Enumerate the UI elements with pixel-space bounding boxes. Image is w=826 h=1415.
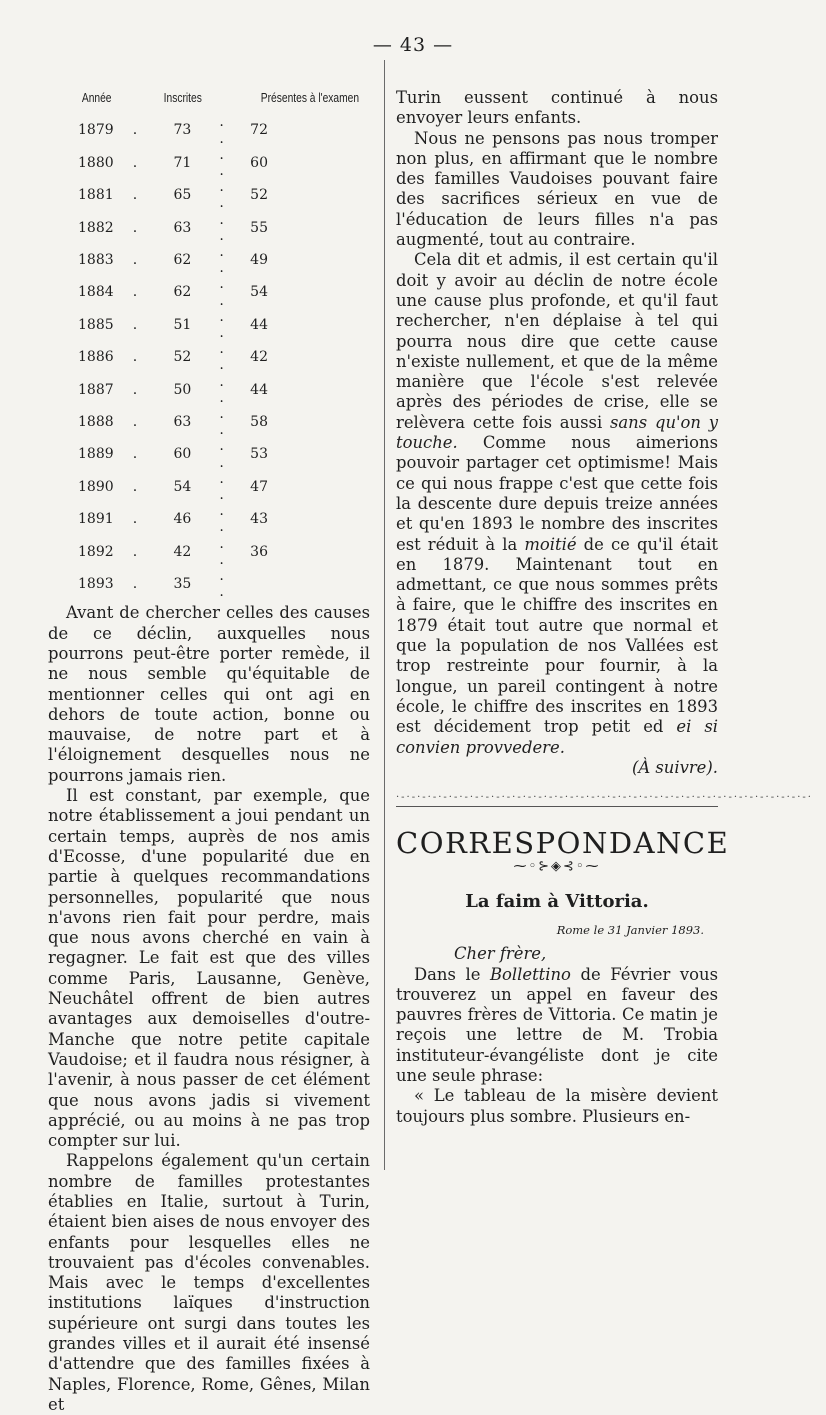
cell-leader: . . [219,276,240,309]
cell-present: 54 [250,284,268,301]
cell-leader: . [132,576,138,593]
cell-enrolled: 60 [173,446,192,463]
cell-enrolled: 46 [173,511,192,528]
cell-enrolled: 63 [173,414,192,431]
column-divider [384,60,385,1170]
cell-present: 49 [250,252,268,269]
cell-leader: . [132,316,138,333]
cell-leader: . [132,446,138,463]
cell-present: 52 [250,187,268,204]
p4-text-b: de Février vous trouverez un appel en faveur des pauvres frères de Vittoria. Ce matin je reçois une lettre de M. Trobia instituteur-évangéliste dont je cite une seule phrase: [396,964,718,1086]
cell-year: 1879 [78,122,114,139]
right-column [396,88,813,1127]
cell-year: 1880 [78,154,114,171]
table-row [48,406,370,438]
cell-year: 1892 [78,543,114,560]
cell-year: 1884 [78,284,114,301]
cell-leader: . . [219,146,240,179]
cell-year: 1885 [78,316,114,333]
cell-leader: . [132,381,138,398]
dotted-separator: ·-·-·-·-·-·-·-·-·-·-·-·-·-·-·-·-·-·-·-·-·-·-·-·-·-·-·-·-·-·-·-·-·-·-·-·-·-·-·-· [396,792,813,804]
p3-text-b: Comme nous aimerions pouvoir partager cet optimisme! Mais ce qui nous frappe c'est que cette fois la descente dure depuis treize années et qu'en 1893 le nombre des inscrites est réduit à la [396,433,718,554]
cell-present: 43 [250,511,268,528]
page-number: — 43 — [372,34,454,56]
p3-emphasis-1: sans qu'on y touche. [396,412,718,453]
cell-enrolled: 51 [173,316,192,333]
cell-present: 44 [250,381,268,398]
left-paragraph-2: Il est constant, par exemple, que notre établissement a joui pendant un certain temps, auprès de nos amis d'Ecosse, d'une popularité due en partie à quelques recommandations personnelles, popularité que nous n'avons rien fait pour perdre, mais que nous avons cherché en vain à regagner. Le fait est que des villes comme Paris, Lausanne, Genève, Neuchâtel offrent de bien autres avantages aux demoiselles d'outre-Manche que notre petite capitale Vaudoise; et il faudra nous résigner, à l'avenir, à nous passer de cet élément que nous avons jadis si vivement apprécié, ou au moins à ne pas trop compter sur lui. [48,786,370,1151]
article-title: La faim à Vittoria. [465,890,649,912]
cell-leader: . [132,349,138,366]
cell-year: 1886 [78,349,114,366]
cell-present: 47 [250,478,268,495]
table-row [48,179,370,211]
cell-leader: . . [219,243,240,277]
cell-present: 60 [250,154,268,171]
header-enrolled: Inscrites [163,91,202,105]
right-paragraph-4 [396,965,718,1087]
table-row [48,276,370,308]
cell-leader: . [132,511,138,528]
cell-leader: . [132,219,138,236]
table-row [48,244,370,276]
left-column [48,84,370,1415]
table-row [48,536,370,568]
cell-leader: . [132,414,138,431]
ornament-icon: ⁓◦⊱◈⊰◦⁓ [513,859,601,875]
section-title: CORRESPONDANCE [396,826,730,861]
p3-text-c: de ce qu'il était en 1879. Maintenant tout en admettant, ce que nous sommes prêts à faire, que le chiffre des inscrites en 1879 était tout autre que normal et que la population de nos Vallées est trop restreinte pour fournir, à la longue, un pareil contingent à notre école, le chiffre des inscrites en 1893 est décidement trop petit ed [396,534,719,737]
table-body [48,114,370,600]
right-paragraph-3 [396,250,718,757]
p4-emphasis: Bollettino [489,964,571,984]
header-present: Présentes à l'examen [260,91,360,105]
cell-present: 42 [250,349,268,366]
left-paragraph-3: Rappelons également qu'un certain nombre de familles protestantes établies en Italie, surtout à Turin, étaient bien aises de nous envoyer des enfants pour lesquelles elles ne trouvaient pas d'écoles convenables. Mais avec le temps d'excellentes institutions laïques d'instruction supérieure ont surgi dans toutes les grandes villes et il aurait été insensé d'attendre que des familles fixées à Naples, Florence, Rome, Gênes, Milan et [48,1151,370,1414]
cell-leader: . . [219,503,240,536]
table-row [48,309,370,341]
cell-leader: . . [219,341,240,374]
cell-leader: . . [219,567,240,601]
cell-leader: . [132,154,138,171]
table-row [48,212,370,244]
cell-leader: . . [219,179,240,212]
table-row [48,471,370,503]
cell-leader: . . [219,470,240,503]
right-paragraph-2: Nous ne pensons pas nous tromper non plus, en affirmant que le nombre des familles Vaudoises pouvant faire des sacrifices sérieux en vue de l'éducation de leurs filles n'a pas augmenté, tout au contraire. [396,128,718,250]
cell-enrolled: 71 [173,154,192,171]
cell-year: 1881 [78,187,114,204]
cell-present: 53 [250,446,268,463]
cell-leader: . [132,252,138,269]
table-row [48,438,370,470]
cell-leader: . [132,543,138,560]
cell-year: 1891 [78,511,114,528]
table-row [48,147,370,179]
cell-enrolled: 65 [173,187,192,204]
cell-year: 1883 [78,252,114,269]
cell-leader: . . [219,438,240,471]
p4-text-a: Dans le [414,964,481,984]
cell-enrolled: 50 [173,381,192,398]
cell-leader: . . [219,308,240,341]
table-row [48,341,370,373]
horizontal-rule [396,806,718,807]
table-header-row [48,84,370,114]
cell-leader: . [132,284,138,301]
cell-enrolled: 62 [173,284,192,301]
dateline: Rome le 31 Janvier 1893. [556,922,704,937]
table-row [48,374,370,406]
cell-present: 58 [250,414,268,431]
cell-leader: . [132,478,138,495]
cell-year: 1889 [78,446,114,463]
p3-emphasis-3: ei si convien provvedere. [396,717,719,757]
cell-present: 72 [250,122,268,139]
cell-leader: . [132,187,138,204]
cell-leader: . . [219,535,240,568]
cell-year: 1890 [78,478,114,495]
cell-present: 36 [250,543,268,560]
cell-enrolled: 54 [173,478,192,495]
cell-present: 55 [250,219,268,236]
header-year: Année [81,91,112,105]
cell-year: 1888 [78,414,114,431]
enrollment-table [48,84,370,600]
cell-enrolled: 52 [173,349,192,366]
cell-leader: . [132,122,138,139]
table-row [48,503,370,535]
cell-enrolled: 73 [173,122,192,139]
cell-year: 1887 [78,381,114,398]
cell-leader: . . [219,405,240,439]
cell-enrolled: 42 [173,543,192,560]
salutation: Cher frère, [454,944,547,964]
cell-year: 1882 [78,219,114,236]
cell-enrolled: 62 [173,252,192,269]
right-paragraph-1: Turin eussent continué à nous envoyer leurs enfants. [396,88,718,128]
cell-present: 44 [250,316,268,333]
cell-leader: . . [219,211,240,244]
table-row [48,568,370,600]
right-paragraph-5: « Le tableau de la misère devient toujours plus sombre. Plusieurs en- [396,1086,718,1126]
to-follow-text: (À suivre). [631,757,718,777]
cell-year: 1893 [78,576,114,593]
table-row [48,114,370,146]
p3-text-a: Cela dit et admis, il est certain qu'il doit y avoir au déclin de notre école une cause plus profonde, et qu'il faut rechercher, n'en déplaise à tel qui pourra nous dire que cette cause n'existe nullement, et que de la même manière que l'école s'est relevée après des périodes de crise, elle se relèvera cette fois aussi [396,250,718,432]
p3-emphasis-2: moitié [524,534,577,554]
cell-enrolled: 35 [173,576,192,593]
cell-enrolled: 63 [173,219,192,236]
left-paragraph-1: Avant de chercher celles des causes de ce déclin, auxquelles nous pourrons peut-être porter remède, il ne nous semble qu'équitable de mentionner celles qui ont agi en dehors de toute action, bonne ou mauvaise, de notre part et à l'éloignement desquelles nous ne pourrons jamais rien. [48,603,370,785]
cell-leader: . . [219,114,240,147]
to-follow-note [396,758,718,778]
cell-leader: . . [219,373,240,406]
cell-present [250,568,370,600]
